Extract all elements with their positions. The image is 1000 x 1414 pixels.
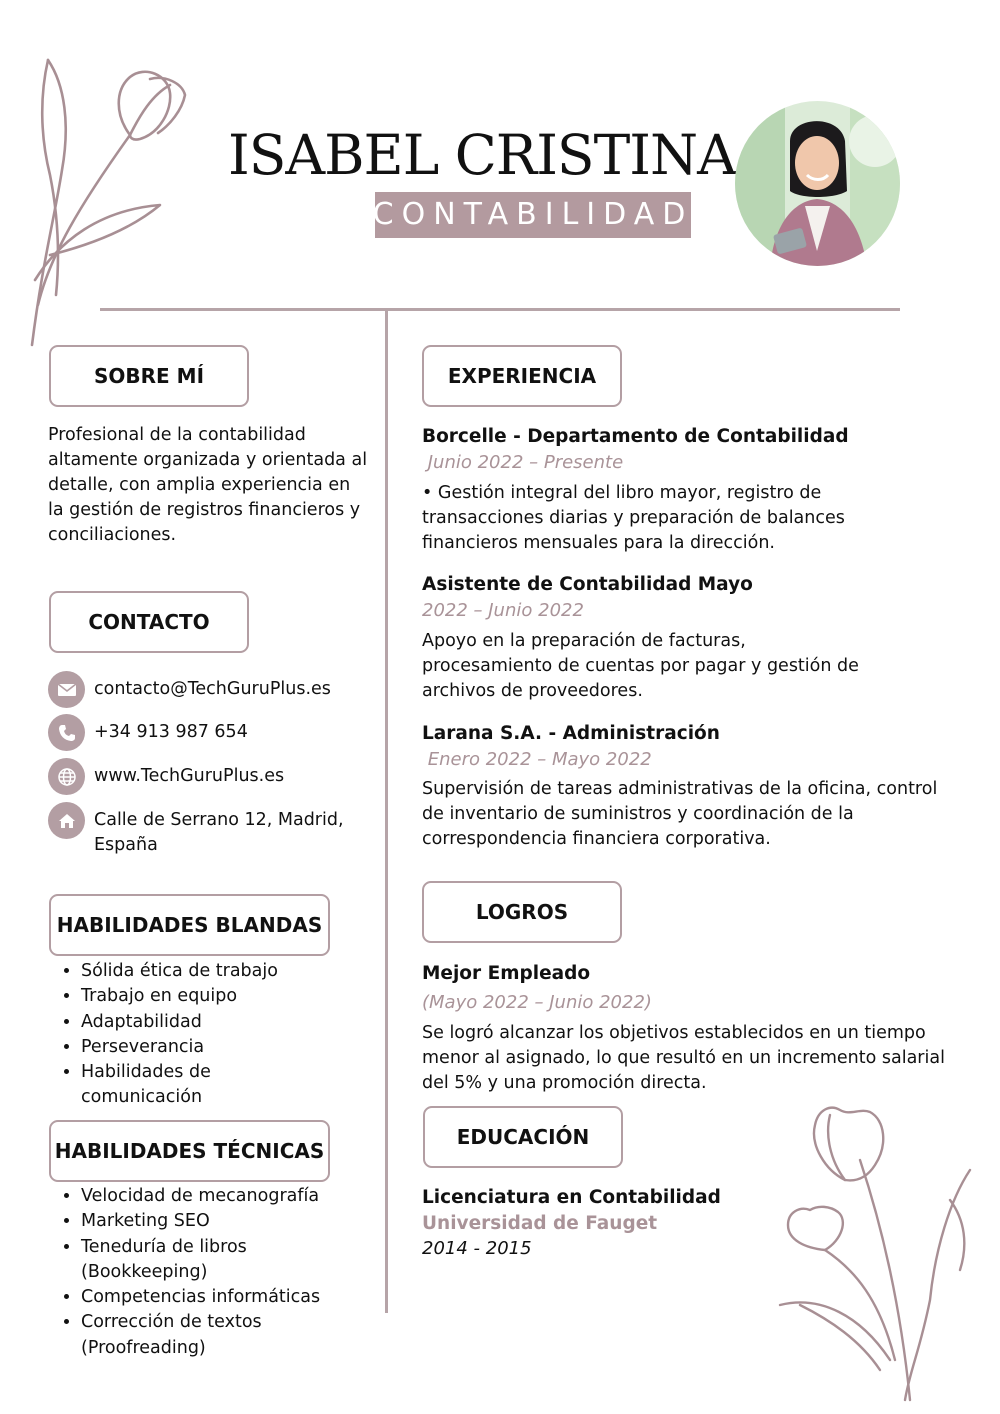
tech-skills-heading: HABILIDADES TÉCNICAS [49, 1120, 330, 1182]
phone-icon [48, 714, 85, 751]
contact-address: Calle de Serrano 12, Madrid, España [94, 810, 344, 855]
education-degree: Licenciatura en Contabilidad [422, 1187, 721, 1208]
achievement-description: Se logró alcanzar los objetivos establecidos en un tiempo menor al asignado, lo que resultó en un incremento salarial del 5% y una promoción directa. [422, 1023, 945, 1093]
role-title: CONTABILIDAD [375, 192, 691, 238]
job-date: Junio 2022 – Presente [422, 452, 624, 473]
contact-website[interactable]: www.TechGuruPlus.es [94, 766, 285, 786]
list-item: • Sólida ética de trabajo [81, 959, 371, 984]
tech-skills-list [50, 1184, 381, 1361]
tulip-decoration-bottom [770, 1100, 985, 1405]
experience-heading: EXPERIENCIA [422, 345, 622, 407]
job-title: Larana S.A. - Administración [422, 723, 720, 744]
achievement-title: Mejor Empleado [422, 963, 591, 984]
contact-phone[interactable]: +34 913 987 654 [94, 722, 248, 742]
list-item: • Corrección de textos (Proofreading) [81, 1310, 281, 1361]
education-heading: EDUCACIÓN [423, 1106, 623, 1168]
home-icon [48, 802, 85, 839]
header-divider [100, 308, 900, 311]
list-item: • Adaptabilidad [81, 1010, 371, 1035]
contact-email-row [48, 671, 331, 708]
job-description: Apoyo en la preparación de facturas, procesamiento de cuentas por pagar y gestión de archivos de proveedores. [422, 631, 859, 701]
job-description: Supervisión de tareas administrativas de la oficina, control de inventario de suministros y coordinación de la correspondencia financiera corporativa. [422, 779, 938, 849]
achievement-date: (Mayo 2022 – Junio 2022) [422, 992, 652, 1013]
contact-address-row [48, 802, 359, 858]
education-years: 2014 - 2015 [422, 1238, 532, 1259]
candidate-name: ISABEL CRISTINA [228, 123, 736, 187]
about-text: Profesional de la contabilidad altamente organizada y orientada al detalle, con amplia experiencia en la gestión de registros financieros y conciliaciones. [48, 425, 368, 545]
profile-photo [735, 101, 900, 266]
job-title: Asistente de Contabilidad Mayo [422, 574, 753, 595]
list-item: • Teneduría de libros (Bookkeeping) [81, 1235, 281, 1286]
list-item: • Competencias informáticas [81, 1285, 381, 1310]
job-date: 2022 – Junio 2022 [422, 600, 584, 621]
list-item: • Trabajo en equipo [81, 984, 371, 1009]
contact-phone-row [48, 714, 248, 751]
job-title: Borcelle - Departamento de Contabilidad [422, 426, 849, 447]
education-school: Universidad de Fauget [422, 1213, 658, 1234]
globe-icon [48, 758, 85, 795]
contact-email[interactable]: contacto@TechGuruPlus.es [94, 679, 331, 699]
email-icon [48, 671, 85, 708]
about-heading: SOBRE MÍ [49, 345, 249, 407]
contact-heading: CONTACTO [49, 591, 249, 653]
achievements-heading: LOGROS [422, 881, 622, 943]
job-date: Enero 2022 – Mayo 2022 [422, 749, 652, 770]
soft-skills-list [50, 959, 371, 1111]
list-item: • Habilidades de comunicación [81, 1060, 241, 1111]
column-divider [385, 310, 388, 1313]
list-item: • Marketing SEO [81, 1209, 381, 1234]
soft-skills-heading: HABILIDADES BLANDAS [49, 894, 330, 956]
list-item: • Perseverancia [81, 1035, 371, 1060]
list-item: • Velocidad de mecanografía [81, 1184, 381, 1209]
contact-web-row [48, 758, 284, 795]
job-description: • Gestión integral del libro mayor, registro de transacciones diarias y preparación de balances financieros mensuales para la dirección. [422, 483, 845, 553]
